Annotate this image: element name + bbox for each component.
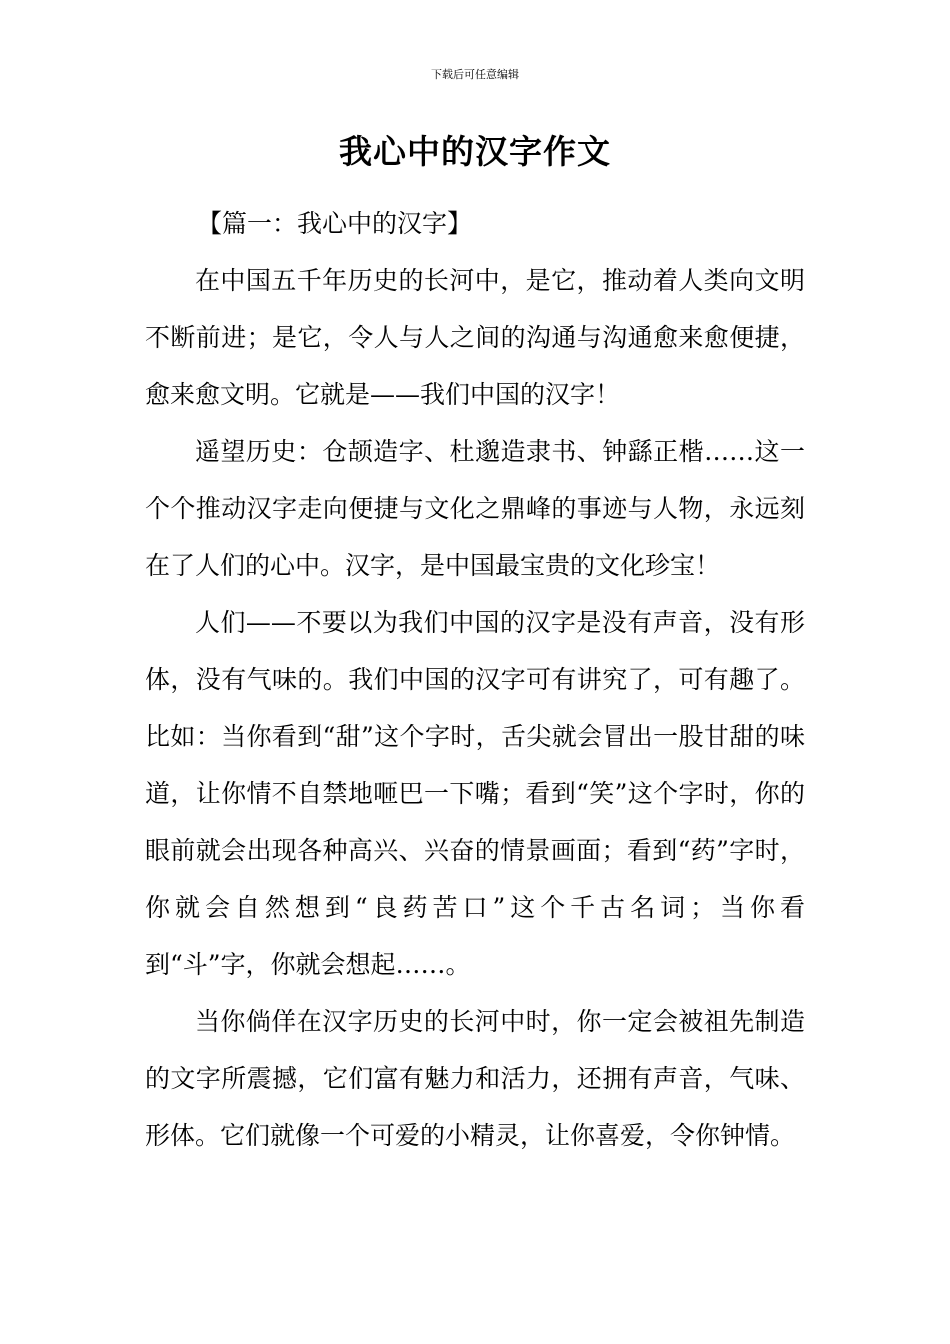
paragraph-3: 人们——不要以为我们中国的汉字是没有声音，没有形体，没有气味的。我们中国的汉字可有讲究了，可有趣了。比如：当你看到“甜”这个字时，舌尖就会冒出一股甘甜的味道，让你情不自禁地咂巴一下嘴；看到“笑”这个字时，你的眼前就会出现各种高兴、兴奋的情景画面；看到“药”字时，你就会自然想到“良药苦口”这个千古名词；当你看到“斗”字，你就会想起……。 [145, 608, 805, 979]
document-title: 我心中的汉字作文 [339, 132, 611, 171]
page-header-note: 下载后可任意编辑 [431, 68, 519, 81]
paragraph-1: 在中国五千年历史的长河中，是它，推动着人类向文明不断前进；是它，令人与人之间的沟通与沟通愈来愈便捷，愈来愈文明。它就是——我们中国的汉字！ [145, 266, 805, 409]
section-heading: 【篇一：我心中的汉字】 [197, 209, 473, 238]
paragraph-4: 当你倘佯在汉字历史的长河中时，你一定会被祖先制造的文字所震撼，它们富有魅力和活力，还拥有声音，气味、形体。它们就像一个可爱的小精灵，让你喜爱，令你钟情。 [145, 1007, 805, 1150]
paragraph-2: 遥望历史：仓颉造字、杜邈造隶书、钟繇正楷……这一个个推动汉字走向便捷与文化之鼎峰的事迹与人物，永远刻在了人们的心中。汉字，是中国最宝贵的文化珍宝！ [145, 437, 805, 580]
document-body [145, 195, 805, 1164]
